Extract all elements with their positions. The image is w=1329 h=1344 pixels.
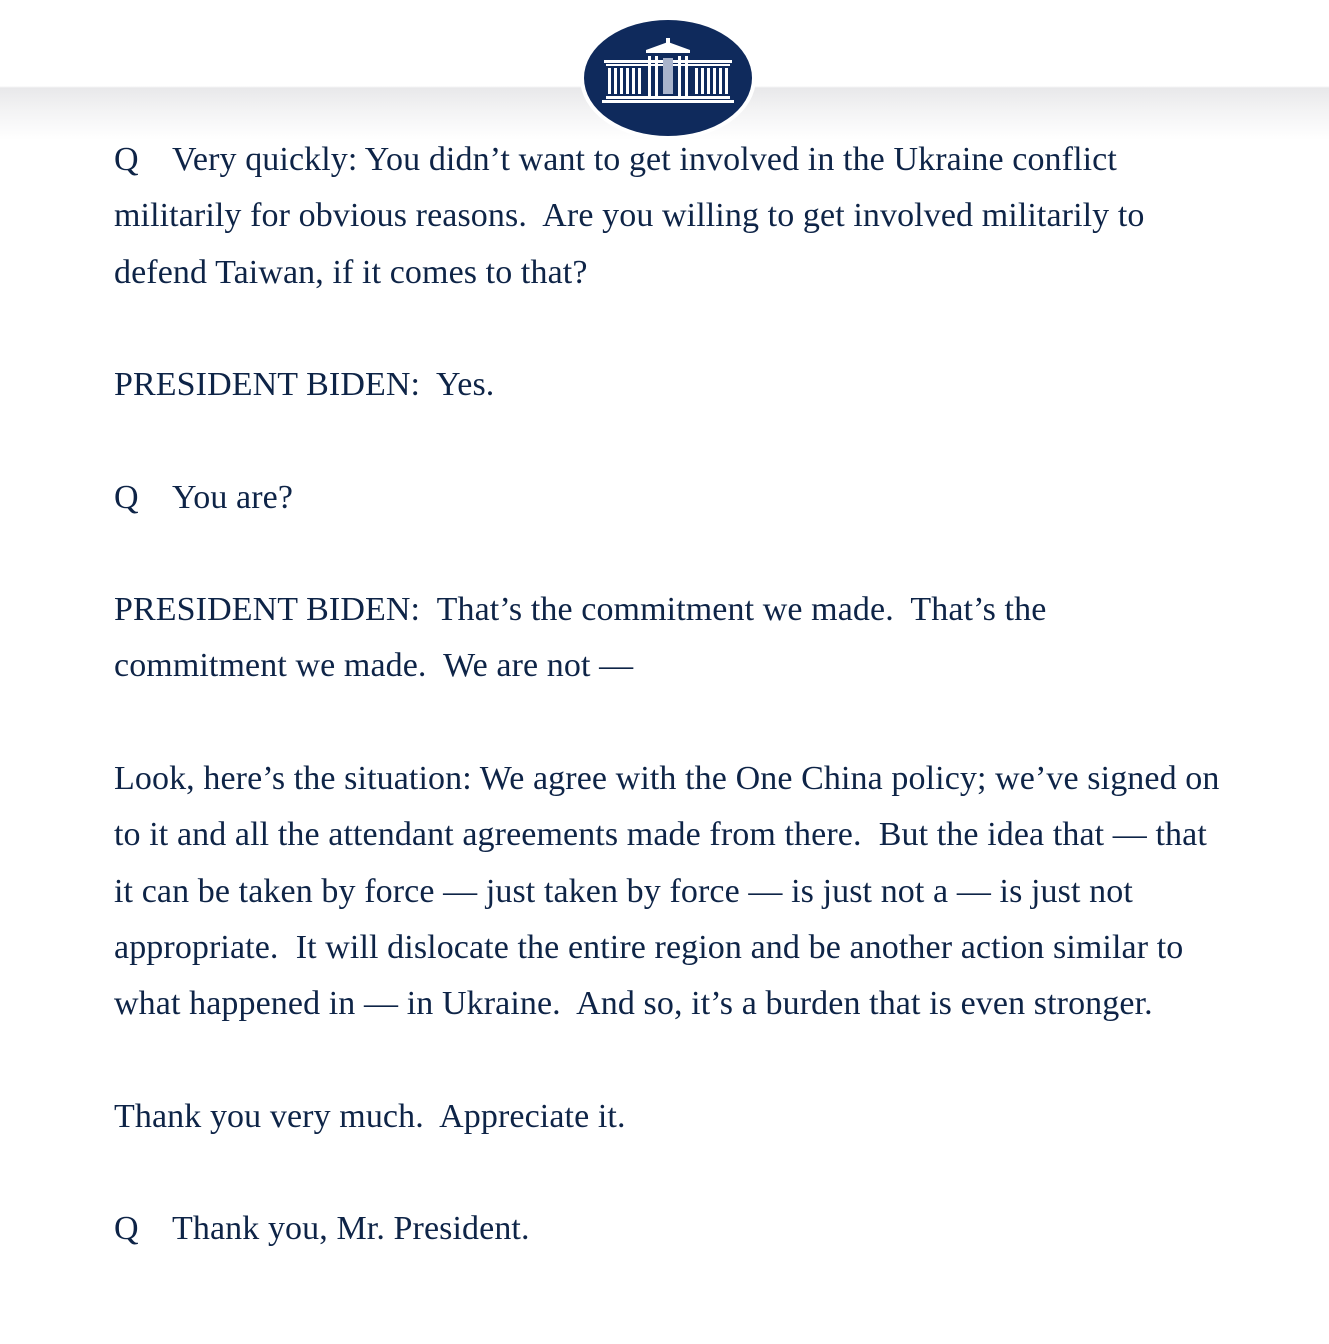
- transcript-paragraph-6: [114, 1089, 1224, 1145]
- paragraph-text: That’s the commitment we made. That’s the commitment we made. We are not —: [114, 591, 1047, 685]
- white-house-logo-icon[interactable]: [584, 20, 752, 136]
- paragraph-text: Yes.: [436, 366, 495, 404]
- transcript-paragraph-7: [114, 1201, 1224, 1257]
- speaker-label: Q: [114, 1210, 139, 1248]
- speaker-label: Q: [114, 478, 139, 516]
- transcript-paragraph-3: [114, 470, 1224, 526]
- speaker-label: PRESIDENT BIDEN:: [114, 591, 421, 629]
- transcript: [114, 132, 1224, 1258]
- paragraph-text: Look, here’s the situation: We agree with the One China policy; we’ve signed on to it and all the attendant agreements made from there. But the idea that — that it can be taken by force — just taken by force — is just not a — is just not appropriate. It will dislocate the entire region and be another action similar to what happened in — in Ukraine. And so, it’s a burden that is even stronger.: [114, 759, 1220, 1023]
- transcript-paragraph-5: [114, 751, 1224, 1033]
- transcript-paragraph-4: [114, 582, 1224, 695]
- paragraph-text: Thank you very much. Appreciate it.: [114, 1097, 626, 1135]
- transcript-paragraph-2: [114, 357, 1224, 413]
- paragraph-text: Thank you, Mr. President.: [172, 1210, 530, 1248]
- speaker-label: PRESIDENT BIDEN:: [114, 366, 421, 404]
- paragraph-text: Very quickly: You didn’t want to get involved in the Ukraine conflict militarily for obvious reasons. Are you willing to get involved militarily to defend Taiwan, if it comes to that?: [114, 141, 1145, 291]
- paragraph-text: You are?: [172, 478, 294, 516]
- white-house-icon: [584, 20, 752, 136]
- speaker-label: Q: [114, 141, 139, 178]
- transcript-paragraph-1: [114, 132, 1224, 301]
